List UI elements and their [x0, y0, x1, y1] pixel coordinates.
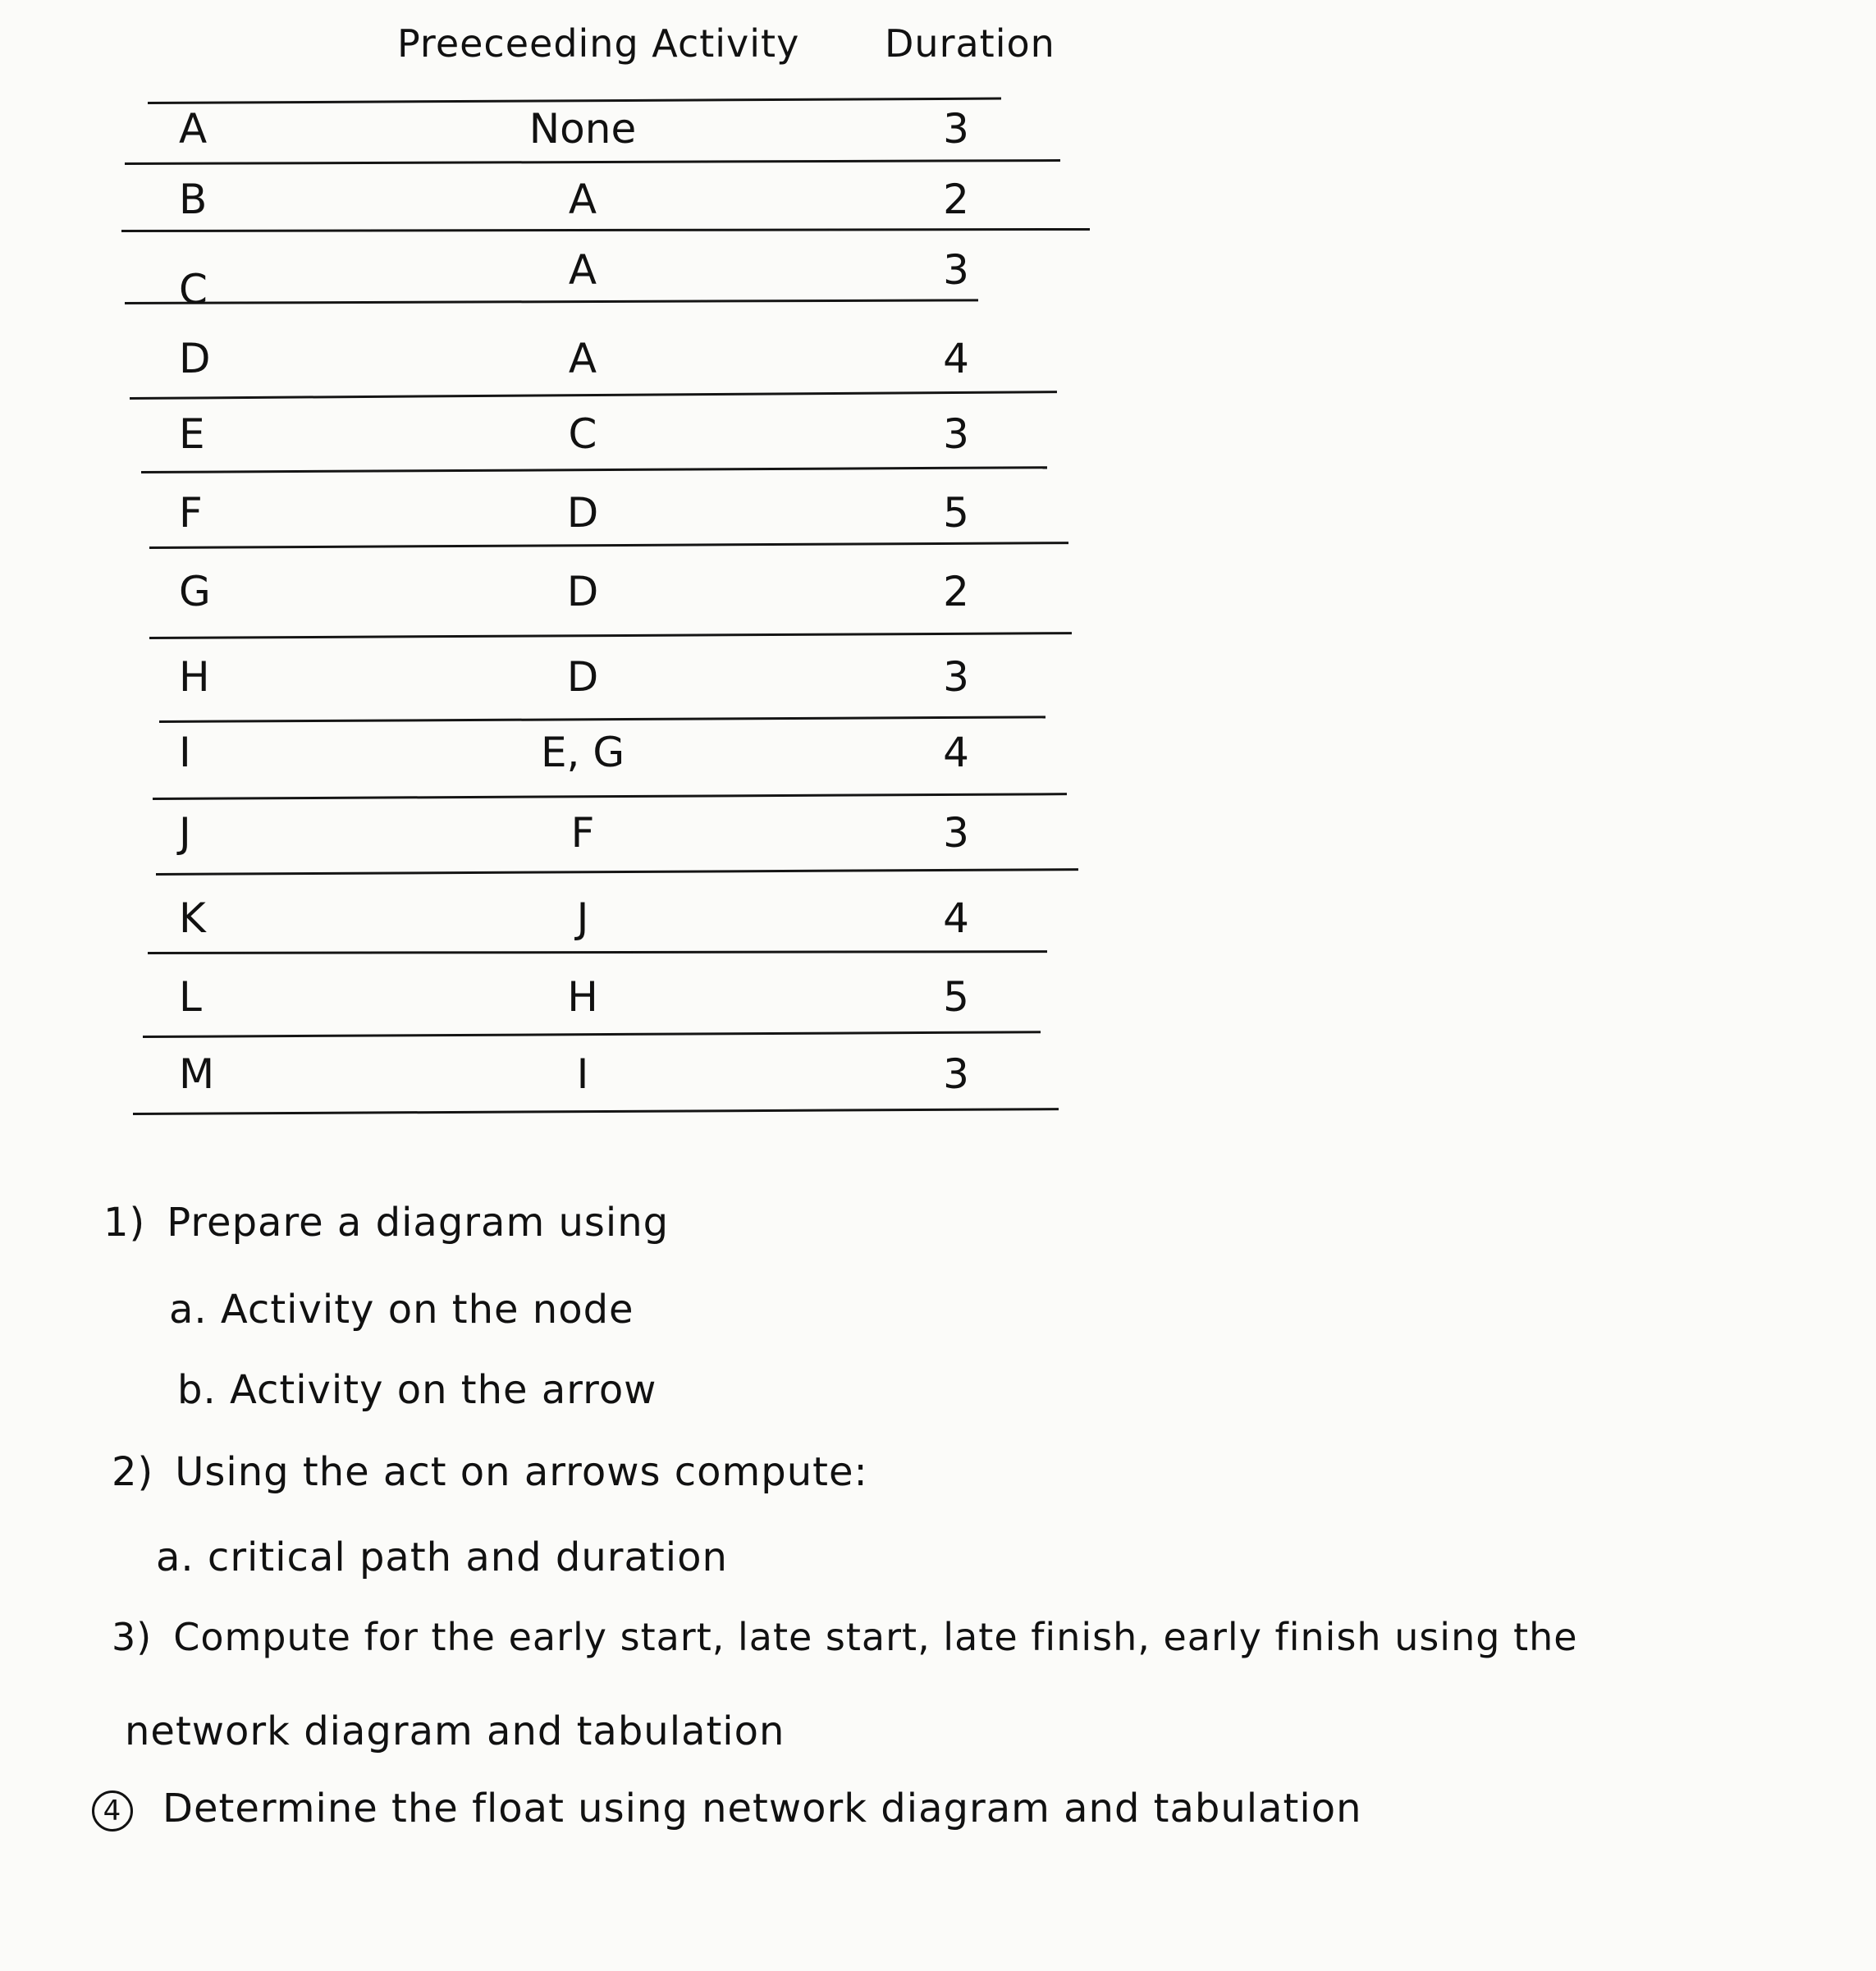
preceding-cell: D [566, 653, 599, 701]
duration-cell: 4 [943, 894, 969, 942]
duration-cell: 5 [943, 973, 969, 1021]
preceding-cell: D [566, 489, 599, 537]
table-row [0, 729, 1149, 794]
duration-cell: 5 [943, 489, 969, 537]
question-3-continued: network diagram and tabulation [125, 1708, 785, 1754]
preceding-cell: C [568, 410, 597, 458]
preceding-cell: E, G [540, 729, 625, 776]
question-3 [112, 1615, 1578, 1659]
table-row [0, 809, 1149, 875]
table-row [0, 568, 1149, 633]
question-number: 1) [103, 1200, 146, 1246]
preceding-cell: A [568, 176, 597, 223]
duration-cell: 2 [943, 176, 969, 223]
duration-cell: 3 [943, 1050, 969, 1098]
activity-cell: K [179, 894, 206, 942]
table-row [0, 176, 1149, 241]
question-1a: a. Activity on the node [169, 1287, 634, 1333]
duration-cell: 4 [943, 729, 969, 776]
activity-cell: M [179, 1050, 215, 1098]
activity-cell: E [179, 410, 205, 458]
question-1 [103, 1200, 669, 1246]
question-number: 4 [92, 1790, 133, 1832]
activity-cell: F [179, 489, 203, 537]
preceding-cell: J [576, 894, 589, 942]
table-row [0, 973, 1149, 1039]
preceding-cell: None [528, 105, 637, 153]
table-row [0, 335, 1149, 400]
activity-cell: G [179, 568, 211, 615]
duration-cell: 3 [943, 410, 969, 458]
question-2a: a. critical path and duration [156, 1534, 728, 1580]
duration-cell: 3 [943, 653, 969, 701]
preceding-cell: H [567, 973, 598, 1021]
preceding-cell: F [570, 809, 595, 857]
question-4 [92, 1786, 1362, 1832]
question-number: 3) [112, 1615, 153, 1659]
activity-cell: A [179, 105, 208, 153]
duration-cell: 3 [943, 809, 969, 857]
question-text: Using the act on arrows compute: [175, 1449, 868, 1495]
preceding-cell: I [576, 1050, 589, 1098]
activity-cell: C [179, 266, 208, 313]
activity-cell: B [179, 176, 208, 223]
duration-cell: 2 [943, 568, 969, 615]
activity-cell: I [179, 729, 191, 776]
table-row [0, 653, 1149, 719]
preceding-cell: A [568, 246, 597, 294]
question-text: Determine the float using network diagram and tabulation [162, 1786, 1362, 1832]
duration-cell: 3 [943, 246, 969, 294]
header-preceding-activity: Preeceeding Activity [397, 21, 800, 66]
activity-cell: D [179, 335, 211, 382]
duration-cell: 4 [943, 335, 969, 382]
question-1b: b. Activity on the arrow [177, 1367, 657, 1413]
question-number: 2) [112, 1449, 154, 1495]
activity-cell: H [179, 653, 210, 701]
table-row [0, 410, 1149, 476]
question-text: Compute for the early start, late start, late finish, early finish using the [173, 1615, 1578, 1659]
table-rule [148, 98, 1001, 104]
table-row [0, 489, 1149, 555]
activity-cell: J [179, 809, 191, 857]
duration-cell: 3 [943, 105, 969, 153]
activity-cell: L [179, 973, 202, 1021]
table-row [0, 1050, 1149, 1116]
header-duration: Duration [885, 21, 1055, 66]
question-2 [112, 1449, 868, 1495]
table-row [0, 246, 1149, 312]
preceding-cell: A [568, 335, 597, 382]
preceding-cell: D [566, 568, 599, 615]
table-row [0, 894, 1149, 960]
table-row [0, 105, 1149, 171]
question-text: Prepare a diagram using [167, 1200, 670, 1246]
